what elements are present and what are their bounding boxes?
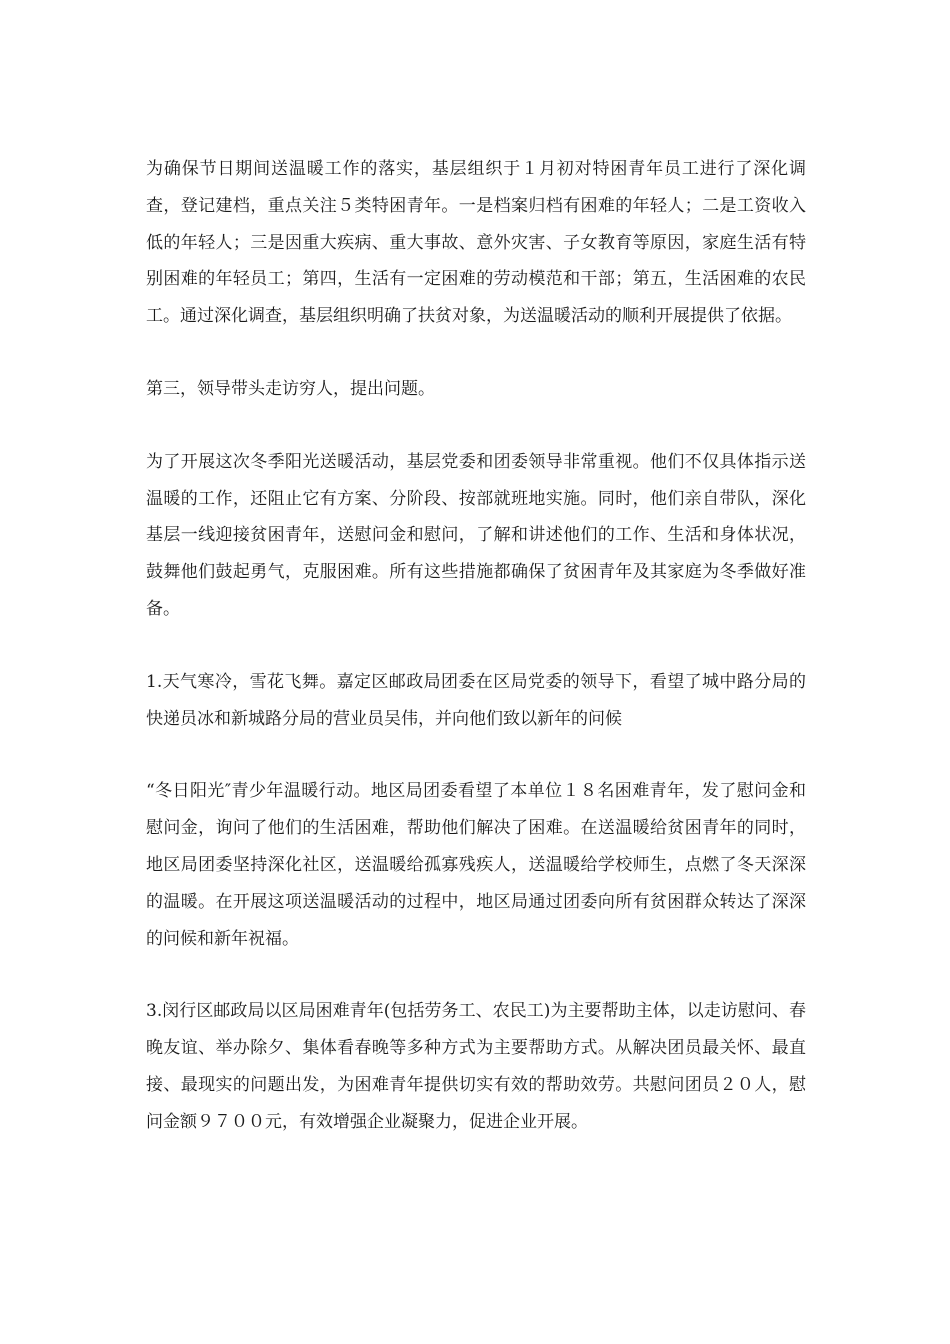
- paragraph-3: 为了开展这次冬季阳光送暖活动，基层党委和团委领导非常重视。他们不仅具体指示送温暖的工作，还阻止它有方案、分阶段、按部就班地实施。同时，他们亲自带队，深化基层一线迎接贫困青年，送慰问金和慰问，了解和讲述他们的工作、生活和身体状况，鼓舞他们鼓起勇气，克服困难。所有这些措施都确保了贫困青年及其家庭为冬季做好准备。: [146, 451, 806, 619]
- paragraph-1: 为确保节日期间送温暖工作的落实，基层组织于１月初对特困青年员工进行了深化调查，登记建档，重点关注５类特困青年。一是档案归档有困难的年轻人；二是工资收入低的年轻人；三是因重大疾病、重大事故、意外灾害、子女教育等原因，家庭生活有特别困难的年轻员工；第四，生活有一定困难的劳动模范和干部；第五，生活困难的农民工。通过深化调查，基层组织明确了扶贫对象，为送温暖活动的顺利开展提供了依据。: [146, 159, 806, 327]
- document-body: [146, 151, 806, 1141]
- paragraph-5: “冬日阳光″青少年温暖行动。地区局团委看望了本单位１８名困难青年，发了慰问金和慰问金，询问了他们的生活困难，帮助他们解决了困难。在送温暖给贫困青年的同时，地区局团委坚持深化社区，送温暖给孤寡残疾人，送温暖给学校师生，点燃了冬天深深的温暖。在开展这项送温暖活动的过程中，地区局通过团委向所有贫困群众转达了深深的问候和新年祝福。: [146, 781, 806, 949]
- paragraph-4: 1.天气寒冷，雪花飞舞。嘉定区邮政局团委在区局党委的领导下，看望了城中路分局的快递员冰和新城路分局的营业员吴伟，并向他们致以新年的问候: [146, 671, 806, 729]
- paragraph-6: 3.闵行区邮政局以区局困难青年(包括劳务工、农民工)为主要帮助主体，以走访慰问、春晚友谊、举办除夕、集体看春晚等多种方式为主要帮助方式。从解决团员最关怀、最直接、最现实的问题出发，为困难青年提供切实有效的帮助效劳。共慰问团员２０人，慰问金额９７００元，有效增强企业凝聚力，促进企业开展。: [146, 1001, 806, 1132]
- paragraph-2-heading: 第三，领导带头走访穷人，提出问题。: [146, 378, 435, 399]
